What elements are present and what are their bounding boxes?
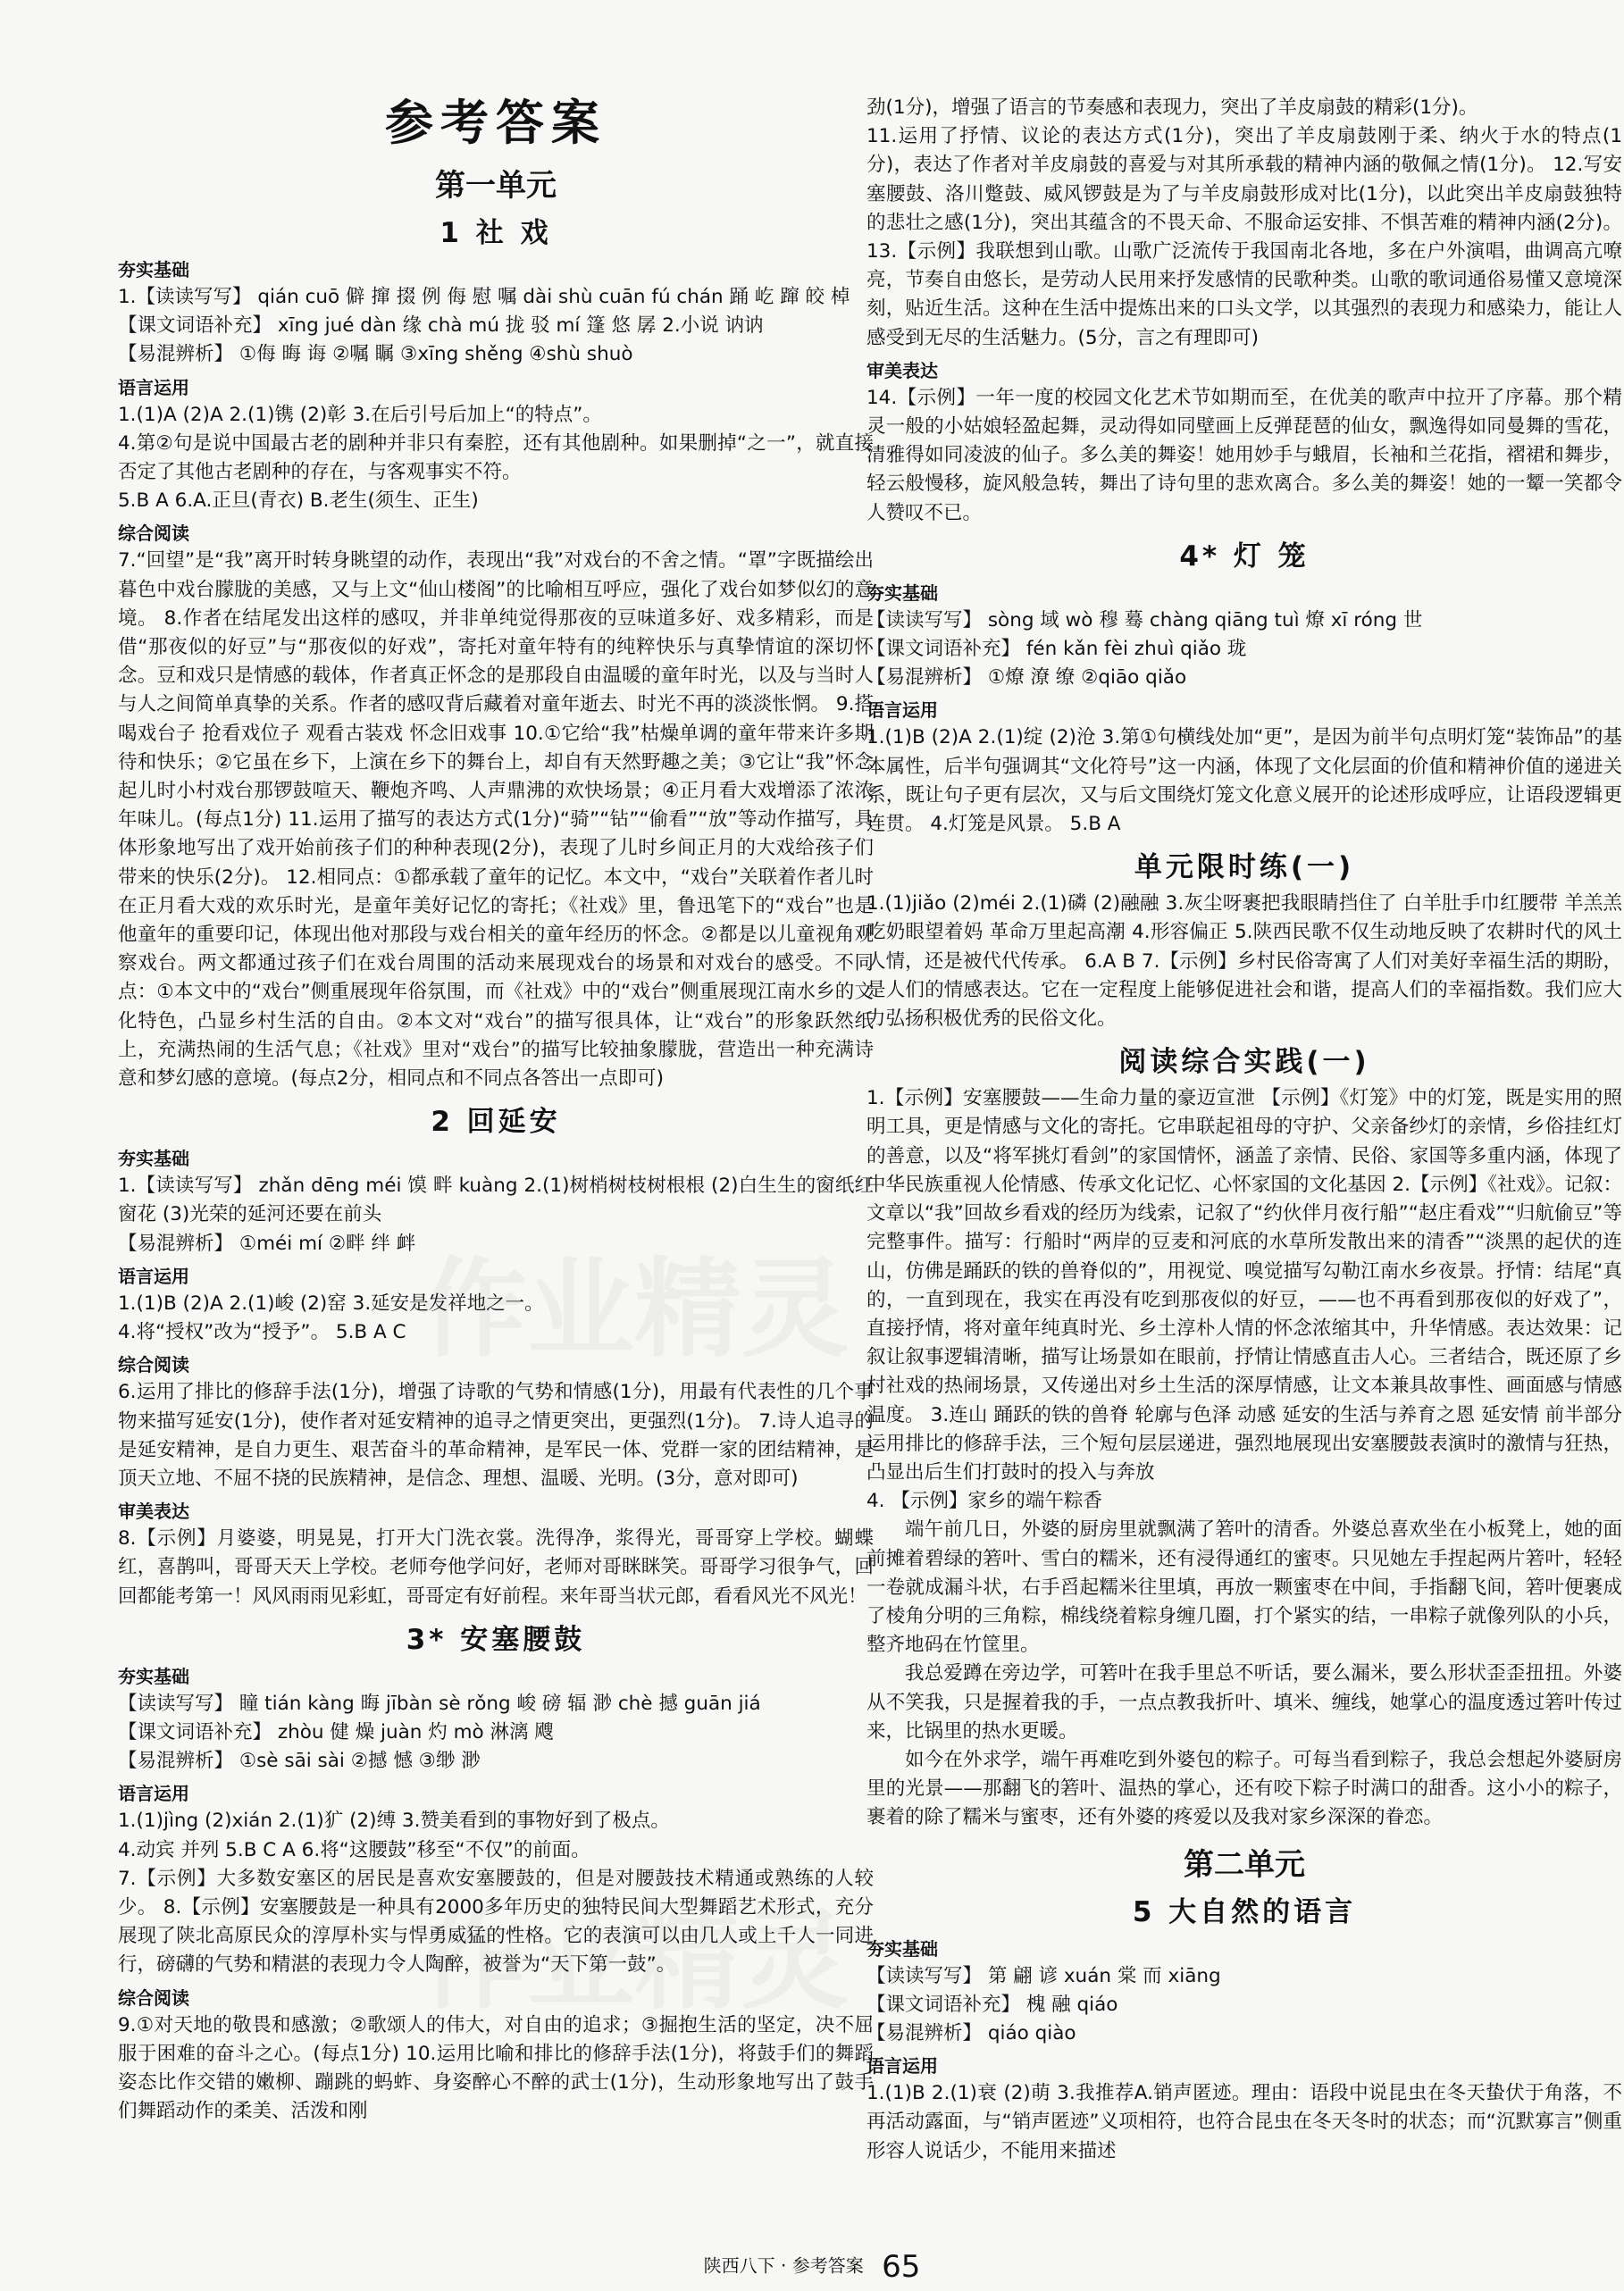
section-heading: 语言运用 bbox=[118, 1265, 189, 1287]
answer-paragraph: 6.运用了排比的修辞手法(1分)，增强了诗歌的气势和情感(1分)，用最有代表性的几个事物来描写延安(1分)，使作者对延安精神的追寻之情更突出，更强烈(1分)。 7.诗人追寻的是延安精神，是自力更生、艰苦奋斗的革命精神，是军民一体、党群一家的团结精神，是顶天立地、不屈不挠的民族精神，是信念、理想、温暖、光明。(3分，意对即可) bbox=[118, 1381, 874, 1490]
section-heading: 综合阅读 bbox=[118, 523, 189, 545]
answer-paragraph: 7.“回望”是“我”离开时转身眺望的动作，表现出“我”对戏台的不舍之情。“罩”字既描绘出暮色中戏台朦胧的美感，又与上文“仙山楼阁”的比喻相互呼应，强化了戏台如梦似幻的意境。 8.作者在结尾发出这样的感叹，并非单纯觉得那夜的豆味道多好、戏多精彩，而是借“那夜似的好豆”与“那夜似的好戏”，寄托对童年特有的纯粹快乐与真挚情谊的深切怀念。豆和戏只是情感的载体，作者真正怀念的是那段自由温暖的童年时光，以及与当时人与人之间简单真挚的关系。作者的感叹背后藏着对童年逝去、时光不再的淡淡怅惘。 9.搭喝戏台子 抢看戏位子 观看古装戏 怀念旧戏事 10.①它给“我”枯燥单调的童年带来许多期待和快乐；②它虽在乡下，上演在乡下的舞台上，却自有天然野趣之美；③它让“我”怀念起儿时小村戏台那锣鼓喧天、鞭炮齐鸣、人声鼎沸的欢快场景；④正月看大戏增添了浓浓年味儿。(每点1分) 11.运用了描写的表达方式(1分)“骑”“钻”“偷看”“放”等动作描写，具体形象地写出了戏开始前孩子们的种种表现(2分)，表现了儿时乡间正月的大戏给孩子们带来的快乐(2分)。 12.相同点：①都承载了童年的记忆。本文中，“戏台”关联着作者儿时在正月看大戏的欢乐时光，是童年美好记忆的寄托；《社戏》里，鲁迅笔下的“戏台”也是他童年的重要印记，体现出他对那段与戏台相关的童年经历的怀念。②都是以儿童视角观察戏台。两文都通过孩子们在戏台周围的活动来展现戏台的场景和对戏台的感受。不同点：①本文中的“戏台”侧重展现年俗氛围，而《社戏》中的“戏台”侧重展现江南水乡的文化特色，凸显乡村生活的自由。②本文对“戏台”的描写很具体，让“戏台”的形象跃然纸上，充满热闹的生活气息；《社戏》里对“戏台”的描写比较抽象朦胧，营造出一种充满诗意和梦幻感的意境。(每点2分，相同点和不同点各答出一点即可) bbox=[118, 549, 874, 1091]
lesson-title: 阅读综合实践(一) bbox=[1118, 1046, 1370, 1079]
answer-paragraph: 11.运用了抒情、议论的表达方式(1分)，突出了羊皮扇鼓刚于柔、纳火于水的特点(1分)，表达了作者对羊皮扇鼓的喜爱与对其所承载的精神内涵的敬佩之情(1分)。 12.写安塞腰鼓、洛川蹩鼓、威风锣鼓是为了与羊皮扇鼓形成对比(1分)，以此突出羊皮扇鼓独特的悲壮之感(1分)，突出其蕴含的不畏天命、不服命运安排、不惧苦难的精神内涵(2分)。 13.【示例】我联想到山歌。山歌广泛流传于我国南北各地，多在户外演唱，曲调高亢嘹亮，节奏自由悠长，是劳动人民用来抒发感情的民歌种类。山歌的歌词通俗易懂又意境深刻，贴近生活。这种在生活中提炼出来的口头文学，以其强烈的表现力和感染力，能让人感受到无尽的生活魅力。(5分，言之有理即可) bbox=[866, 125, 1622, 349]
section-heading: 语言运用 bbox=[866, 2055, 938, 2078]
answer-paragraph: 1.(1)B (2)A 2.(1)绽 (2)沧 3.第①句横线处加“更”，是因为前半句点明灯笼“装饰品”的基本属性，后半句强调其“文化符号”这一内涵，体现了文化层面的价值和精神价值的递进关系，既让句子更有层次，又与后文围绕灯笼文化意义展开的论述形成呼应，让语段逻辑更连贯。 4.灯笼是风景。 5.B A bbox=[866, 726, 1622, 836]
section-heading: 综合阅读 bbox=[118, 1354, 189, 1376]
section-heading: 夯实基础 bbox=[866, 1937, 938, 1960]
lesson-title: 3* 安塞腰鼓 bbox=[406, 1623, 586, 1656]
section-heading: 审美表达 bbox=[118, 1501, 189, 1523]
section-heading: 语言运用 bbox=[866, 699, 938, 722]
answer-paragraph: 1.【读读写写】 zhǎn dēng méi 馍 畔 kuàng 2.(1)树梢树枝树根根 (2)白生生的窗纸红窗花 (3)光荣的延河还要在前头 bbox=[118, 1175, 874, 1226]
right-column bbox=[866, 94, 1622, 2166]
answer-paragraph: 【易混辨析】 qiáo qiào bbox=[866, 2021, 1076, 2044]
section-heading: 夯实基础 bbox=[118, 259, 189, 280]
answer-paragraph: 【读读写写】 瞳 tián kàng 晦 jībàn sè rǒng 峻 磅 辐 渺 chè 撼 guān jiá bbox=[118, 1692, 761, 1715]
answer-paragraph: 【易混辨析】 ①侮 晦 诲 ②嘱 瞩 ③xīng shěng ④shù shuò bbox=[118, 343, 633, 366]
answer-paragraph: 【课文词语补充】 槐 融 qiáo bbox=[866, 1993, 1118, 2016]
answer-paragraph: 8.【示例】月婆婆，明晃晃，打开大门洗衣裳。洗得净，浆得光，哥哥穿上学校。蝴蝶红，喜鹊叫，哥哥天天上学校。老师夸他学问好，老师对哥眯眯笑。哥哥学习很争气，回回都能考第一！风风雨雨见彩虹，哥哥定有好前程。来年哥当状元郎，看看风光不风光！ bbox=[118, 1527, 874, 1608]
unit-title: 第二单元 bbox=[1184, 1846, 1305, 1883]
answer-paragraph: 1.(1)A (2)A 2.(1)镌 (2)彰 3.在后引号后加上“的特点”。 bbox=[118, 403, 602, 426]
answer-paragraph: 劲(1分)，增强了语言的节奏感和表现力，突出了羊皮扇鼓的精彩(1分)。 bbox=[866, 96, 1478, 119]
answer-paragraph: 我总爱蹲在旁边学，可箬叶在我手里总不听话，要么漏米，要么形状歪歪扭扭。外婆从不笑我，只是握着我的手，一点点教我折叶、填米、缠线，她掌心的温度透过箬叶传过来，比锅里的热水更暖。 bbox=[866, 1662, 1622, 1743]
answer-paragraph: 【读读写写】 第 翩 谚 xuán 棠 而 xiāng bbox=[866, 1964, 1221, 1987]
page-footer bbox=[0, 2249, 1624, 2285]
answer-paragraph: 1.(1)B (2)A 2.(1)峻 (2)窑 3.延安是发祥地之一。 bbox=[118, 1292, 544, 1315]
answer-paragraph: 1.(1)jiǎo (2)méi 2.(1)磷 (2)融融 3.灰尘呀裹把我眼睛挡住了 白羊肚手巾红腰带 羊羔羔吃奶眼望着妈 革命万里起高潮 4.形容偏正 5.陕西民歌不仅生动地反映了农耕时代的风土人情，还是被代代传承。 6.A B 7.【示例】乡村民俗寄寓了人们对美好幸福生活的期盼，是人们的情感表达。它在一定程度上能够促进社会和谐，提高人们的幸福指数。我们应大力弘扬积极优秀的民俗文化。 bbox=[866, 892, 1622, 1031]
section-heading: 夯实基础 bbox=[866, 581, 938, 604]
unit-title: 第一单元 bbox=[435, 168, 557, 204]
answer-paragraph: 【课文词语补充】 xīng jué dàn 缘 chà mú 拢 驳 mí 篷 悠 孱 2.小说 讷讷 bbox=[118, 314, 764, 338]
section-heading: 综合阅读 bbox=[118, 1986, 189, 2009]
answer-paragraph: 【易混辨析】 ①méi mí ②畔 绊 衅 bbox=[118, 1232, 416, 1255]
section-heading: 语言运用 bbox=[118, 376, 189, 398]
answer-paragraph: 1.(1)B 2.(1)衰 (2)萌 3.我推荐A.销声匿迹。理由：语段中说昆虫在冬天蛰伏于角落，不再活动露面，与“销声匿迹”义项相符，也符合昆虫在冬天冬时的状态；而“沉默寡言”侧重形容人说话少，不能用来描述 bbox=[866, 2082, 1622, 2162]
lesson-title: 4* 灯 笼 bbox=[1179, 539, 1310, 573]
section-heading: 审美表达 bbox=[866, 359, 938, 381]
page-number: 65 bbox=[882, 2249, 921, 2285]
answer-paragraph: 【易混辨析】 ①燎 潦 缭 ②qiāo qiǎo bbox=[866, 666, 1187, 690]
section-heading: 夯实基础 bbox=[118, 1148, 189, 1170]
section-heading: 语言运用 bbox=[118, 1783, 189, 1805]
answer-paragraph: 4.动宾 并列 5.B C A 6.将“这腰鼓”移至“不仅”的前面。 bbox=[118, 1838, 590, 1861]
lesson-title: 5 大自然的语言 bbox=[1132, 1895, 1357, 1928]
lesson-title: 单元限时练(一) bbox=[1134, 851, 1355, 884]
answer-paragraph: 【课文词语补充】 fén kǎn fèi zhuì qiǎo 珑 bbox=[866, 638, 1247, 661]
answer-paragraph: 4.第②句是说中国最古老的剧种并非只有秦腔，还有其他剧种。如果删掉“之一”，就直接否定了其他古老剧种的存在，与客观事实不符。 bbox=[118, 431, 874, 484]
answer-paragraph: 端午前几日，外婆的厨房里就飘满了箬叶的清香。外婆总喜欢坐在小板凳上，她的面前摊着碧绿的箬叶、雪白的糯米，还有浸得通红的蜜枣。只见她左手捏起两片箬叶，轻轻一卷就成漏斗状，右手舀起糯米往里填，再放一颗蜜枣在中间，手指翻飞间，箬叶便裹成了棱角分明的三角粽，棉线绕着粽身缠几圈，打个紧实的结，一串粽子就像列队的小兵，整齐地码在竹筐里。 bbox=[866, 1518, 1622, 1657]
lesson-title: 1 社 戏 bbox=[439, 217, 552, 249]
answer-paragraph: 【读读写写】 sòng 域 wò 穆 蓦 chàng qiāng tuì 燎 xī róng 世 bbox=[866, 608, 1423, 631]
answer-paragraph: 1.【读读写写】 qián cuō 僻 撺 掇 例 侮 慰 嘱 dài shù cuān fú chán 踊 屹 蹿 皎 棹 bbox=[118, 286, 850, 308]
left-content bbox=[118, 161, 874, 2126]
right-content bbox=[866, 94, 1622, 2166]
answer-paragraph: 14.【示例】一年一度的校园文化艺术节如期而至，在优美的歌声中拉开了序幕。那个精灵一般的小姑娘轻盈起舞，灵动得如同壁画上反弹琵琶的仙女，飘逸得如同曼舞的雪花，清雅得如同凌波的仙子。多么美的舞姿！她用妙手与蛾眉，长袖和兰花指，褶裙和舞步，轻云般慢移，旋风般急转，舞出了诗句里的悲欢离合。多么美的舞姿！她的一颦一笑都令人赞叹不已。 bbox=[866, 386, 1622, 524]
answer-paragraph: 7.【示例】大多数安塞区的居民是喜欢安塞腰鼓的，但是对腰鼓技术精通或熟练的人较少。 8.【示例】安塞腰鼓是一种具有2000多年历史的独特民间大型舞蹈艺术形式，充分展现了陕北高原民众的淳厚朴实与悍勇威猛的性格。它的表演可以由几人或上千人一同进行，磅礴的气势和精湛的表现力令人陶醉，被誉为“天下第一鼓”。 bbox=[118, 1867, 874, 1977]
answer-paragraph: 1.(1)jìng (2)xián 2.(1)犷 (2)缚 3.赞美看到的事物好到了极点。 bbox=[118, 1810, 670, 1833]
watermark bbox=[420, 1224, 849, 1377]
answer-paragraph: 9.①对天地的敬畏和感激；②歌颂人的伟大，对自由的追求；③掘抱生活的坚定，决不屈服于困难的奋斗之心。(每点1分) 10.运用比喻和排比的修辞手法(1分)，将鼓手们的舞蹈姿态比作交错的嫩柳、蹦跳的蚂蚱、身姿醉心不醉的武士(1分)，生动形象地写出了鼓手们舞蹈动作的柔美、活泼和刚 bbox=[118, 2013, 874, 2123]
section-heading: 夯实基础 bbox=[118, 1665, 189, 1687]
answer-paragraph: 【易混辨析】 ①sè sāi sài ②撼 憾 ③缈 渺 bbox=[118, 1750, 481, 1773]
answer-paragraph: 4. 【示例】家乡的端午粽香 bbox=[866, 1490, 1102, 1513]
page-title: 参考答案 bbox=[385, 94, 607, 151]
watermark bbox=[420, 1876, 849, 2029]
answer-paragraph: 4.将“授权”改为“授予”。 5.B A C bbox=[118, 1321, 406, 1344]
answer-paragraph: 【课文词语补充】 zhòu 健 燥 juàn 灼 mò 淋漓 飕 bbox=[118, 1720, 554, 1743]
footer-label: 陕西八下 · 参考答案 bbox=[703, 2254, 864, 2277]
answer-paragraph: 1.【示例】安塞腰鼓——生命力量的豪迈宣泄 【示例】《灯笼》中的灯笼，既是实用的照明工具，更是情感与文化的寄托。它串联起祖母的守护、父亲备纱灯的亲情，乡俗挂红灯的善意，以及“将军挑灯看剑”的家国情怀，涵盖了亲情、民俗、家国等多重内涵，体现了中华民族重视人伦情感、传承文化记忆、心怀家国的文化基因 2.【示例】《社戏》。记叙：文章以“我”回故乡看戏的经历为线索，记叙了“约伙伴月夜行船”“赵庄看戏”“归航偷豆”等完整事件。描写：行船时“两岸的豆麦和河底的水草所发散出来的清香”“淡黑的起伏的连山，仿佛是踊跃的铁的兽脊似的”，用视觉、嗅觉描写勾勒江南水乡夜景。抒情：结尾“真的，一直到现在，我实在再没有吃到那夜似的好豆，——也不再看到那夜似的好戏了”，直接抒情，将对童年纯真时光、乡土淳朴人情的怀念浓缩其中，升华情感。表达效果：记叙让叙事逻辑清晰，描写让场景如在眼前，抒情让情感直击人心。三者结合，既还原了乡村社戏的热闹场景，又传递出对乡土生活的深厚情感，让文本兼具故事性、画面感与情感温度。 3.连山 踊跃的铁的兽脊 轮廓与色泽 动感 延安的生活与养育之恩 延安情 前半部分运用排比的修辞手法，三个短句层层递进，强烈地展现出安塞腰鼓表演时的激情与狂热，凸显出后生们打鼓时的投入与奔放 bbox=[866, 1087, 1622, 1484]
answer-paragraph: 5.B A 6.A.正旦(青衣) B.老生(须生、正生) bbox=[118, 489, 479, 513]
answer-paragraph: 如今在外求学，端午再难吃到外婆包的粽子。可每当看到粽子，我总会想起外婆厨房里的光景——那翻飞的箬叶、温热的掌心，还有咬下粽子时满口的甜香。这小小的粽子，裹着的除了糯米与蜜枣，还有外婆的疼爱以及我对家乡深深的眷恋。 bbox=[866, 1748, 1622, 1829]
lesson-title: 2 回延安 bbox=[431, 1106, 561, 1139]
left-column bbox=[118, 85, 874, 2126]
